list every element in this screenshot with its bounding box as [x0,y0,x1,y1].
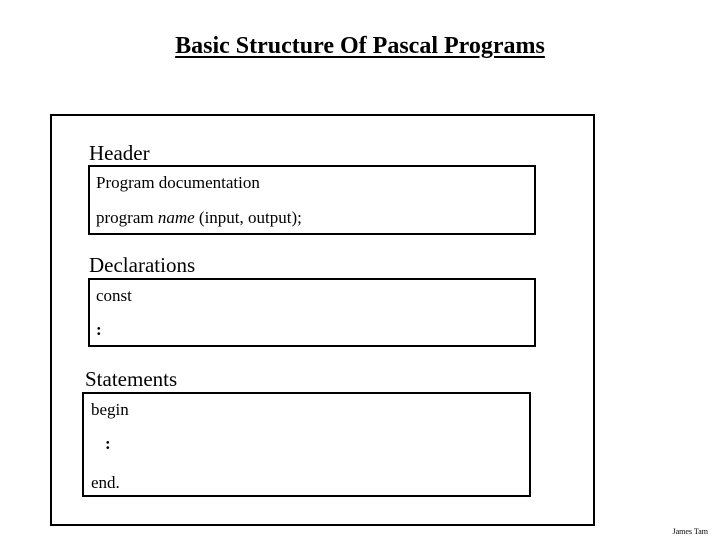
program-params: (input, output); [198,208,302,227]
statements-line-1: begin [91,400,129,419]
program-keyword: program [96,208,154,227]
statements-section-label: Statements [85,367,178,391]
header-line-1: Program documentation [96,173,260,192]
statements-line-3: end. [91,473,120,492]
declarations-line-2: : [96,320,102,339]
declarations-box [88,278,536,347]
author-footer: James Tam [672,527,708,536]
declarations-line-1: const [96,286,132,305]
page-title: Basic Structure Of Pascal Programs [175,33,545,59]
statements-line-2: : [105,434,111,453]
declarations-section-label: Declarations [89,253,196,277]
header-line-2 [96,208,302,228]
statements-box [82,392,531,497]
program-name: name [157,208,195,227]
header-section-label: Header [89,141,150,165]
